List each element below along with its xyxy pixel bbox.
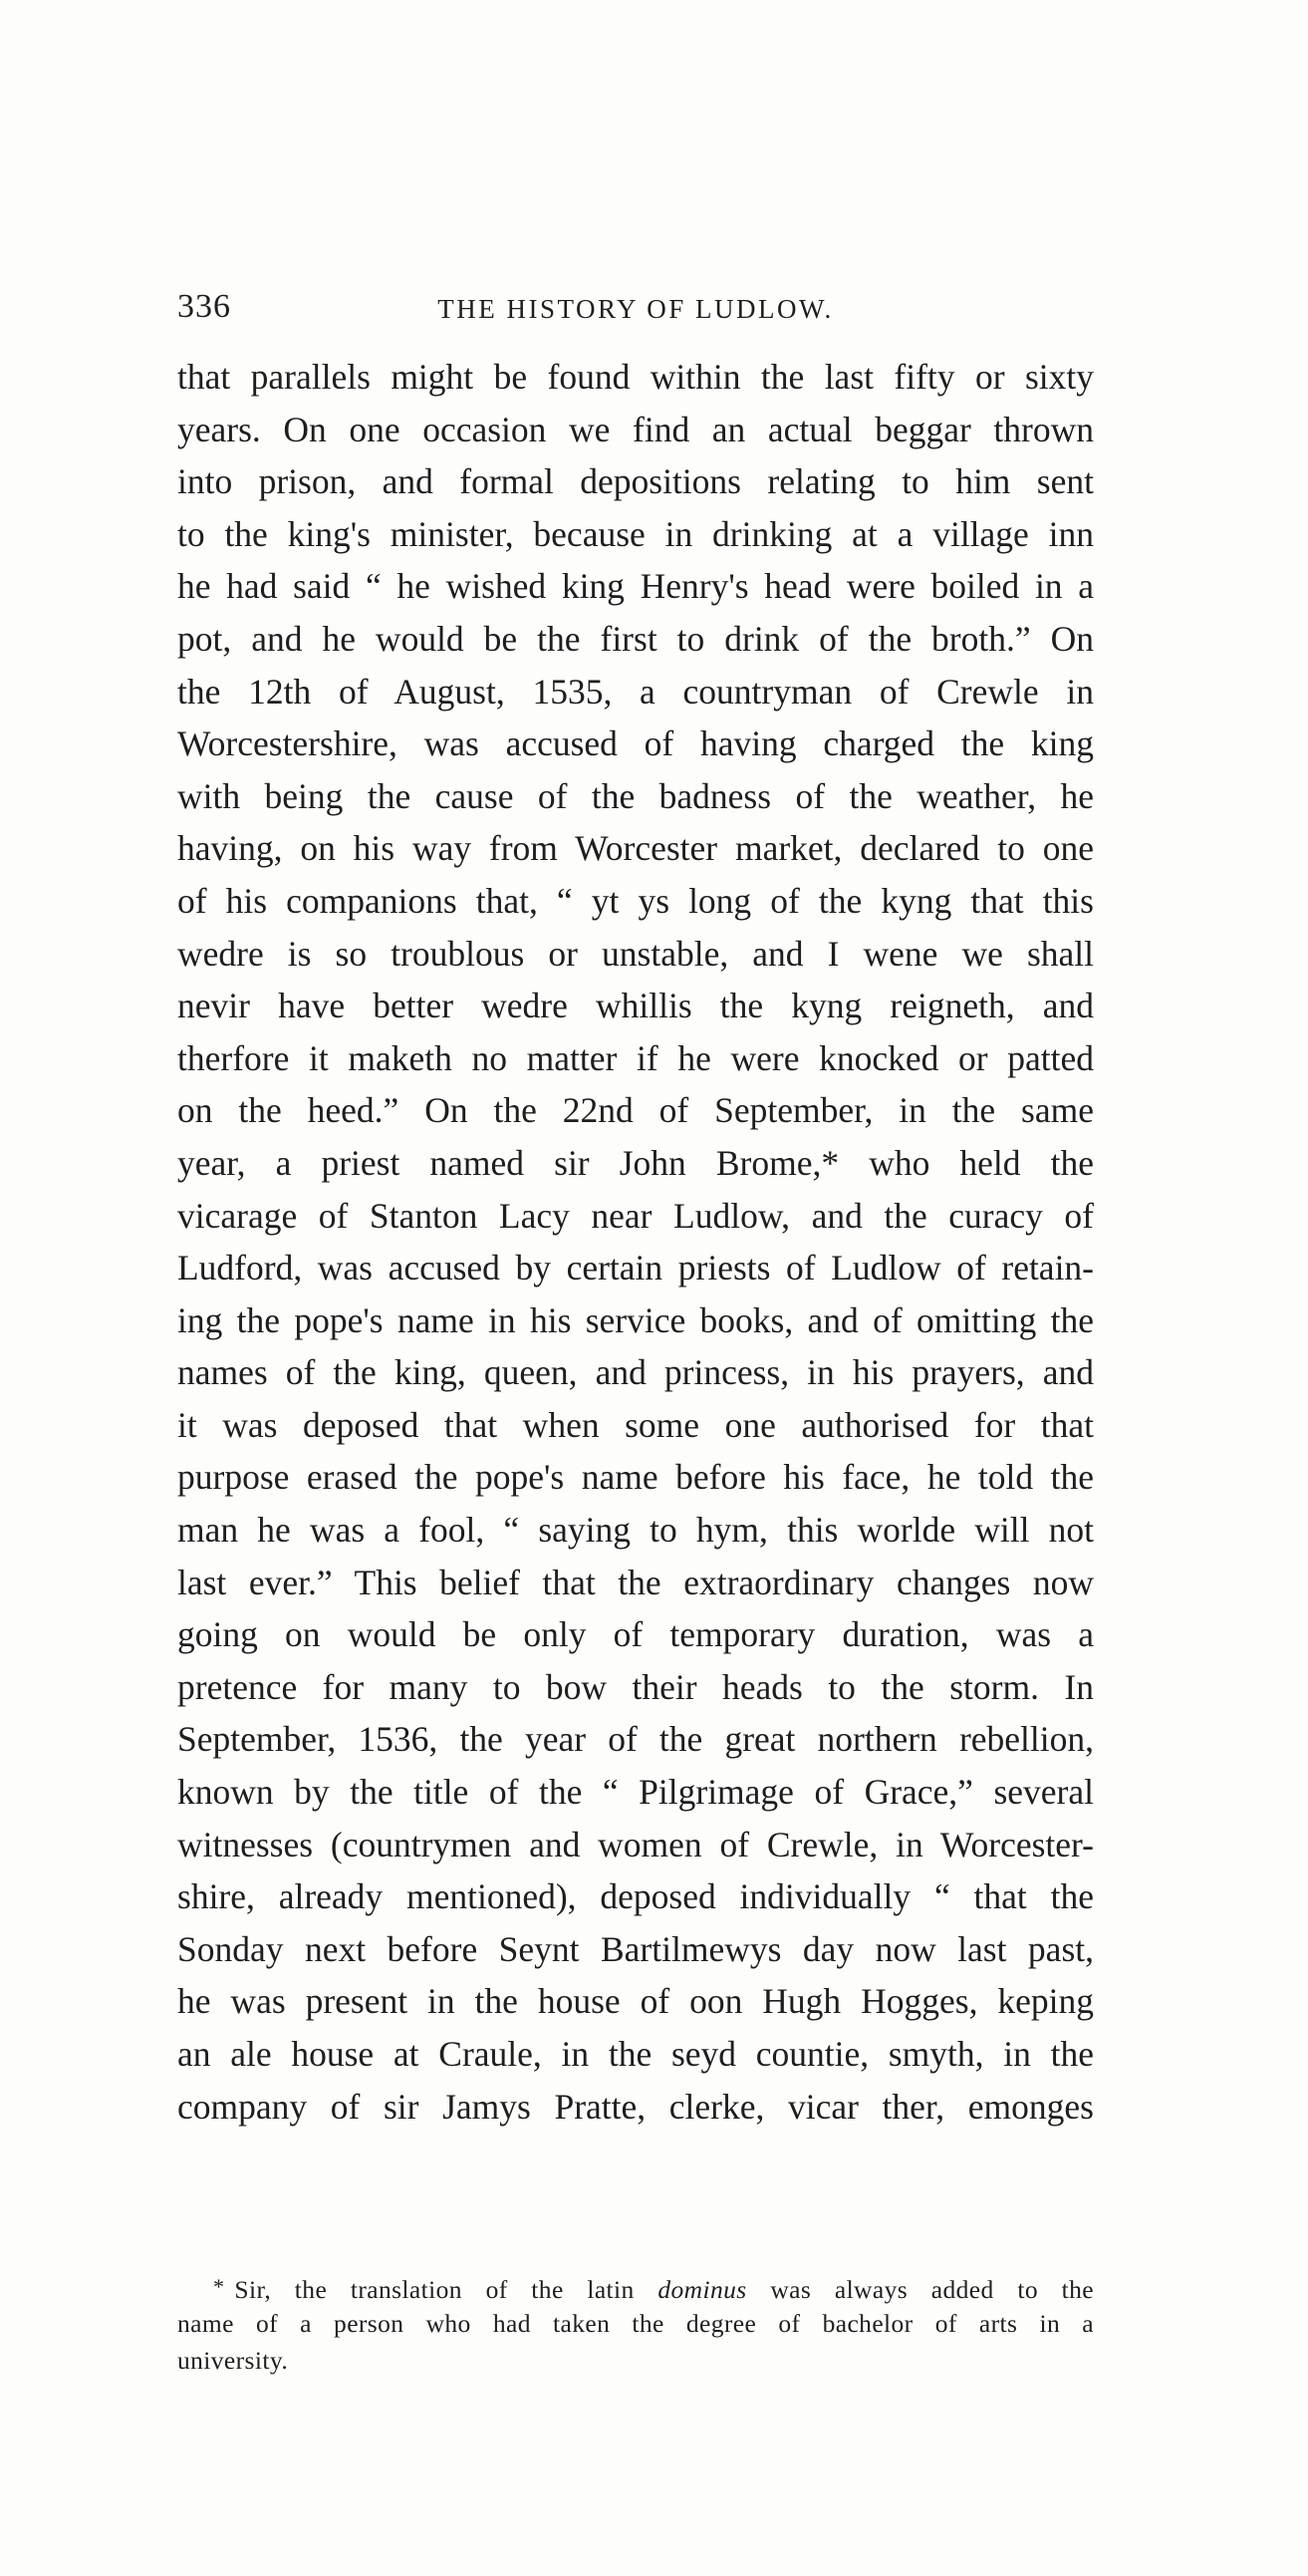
text-line: the 12th of August, 1535, a countryman of Crewle in <box>177 671 1094 712</box>
running-title: THE HISTORY OF LUDLOW. <box>437 294 834 324</box>
text-line: of his companions that, “ yt ys long of the kyng that this <box>177 880 1094 921</box>
text-line: Worcestershire, was accused of having charged the king <box>177 723 1094 764</box>
text-line: year, a priest named sir John Brome,* who held the <box>177 1142 1094 1183</box>
text-line: ing the pope's name in his service books, and of omitting the <box>177 1299 1094 1340</box>
text-line: having, on his way from Worcester market, declared to one <box>177 828 1094 869</box>
text-line: therfore it maketh no matter if he were knocked or patted <box>177 1037 1094 1078</box>
footnote-text: was always added to the <box>770 2275 1095 2304</box>
text-line: pretence for many to bow their heads to the storm. In <box>177 1666 1094 1707</box>
text-line: on the heed.” On the 22nd of September, in the same <box>177 1090 1094 1131</box>
text-line: witnesses (countrymen and women of Crewle, in Worcester- <box>177 1824 1094 1864</box>
text-line: pot, and he would be the first to drink of the broth.” On <box>177 618 1094 659</box>
text-line: September, 1536, the year of the great northern rebellion, <box>177 1719 1094 1760</box>
page-number: 336 <box>177 288 231 325</box>
text-line: known by the title of the “ Pilgrimage of Grace,” several <box>177 1772 1094 1813</box>
footnote-marker: * <box>213 2274 225 2299</box>
text-line: years. On one occasion we find an actual beggar thrown <box>177 409 1094 449</box>
page-header <box>177 287 1094 327</box>
text-line: names of the king, queen, and princess, in his prayers, and <box>177 1352 1094 1393</box>
text-line: that parallels might be found within the last fifty or sixty <box>177 357 1094 397</box>
text-line: Ludford, was accused by certain priests of Ludlow of retain- <box>177 1248 1094 1288</box>
text-line: company of sir Jamys Pratte, clerke, vicar ther, emonges <box>177 2086 1094 2127</box>
footnote-line: university. <box>177 2346 289 2375</box>
text-line: man he was a fool, “ saying to hym, this worlde will not <box>177 1510 1094 1551</box>
body-text <box>177 351 1094 2133</box>
footnote-line: name of a person who had taken the degree of bachelor of arts in a <box>177 2309 1094 2338</box>
text-line: last ever.” This belief that the extraordinary changes now <box>177 1562 1094 1602</box>
text-line: an ale house at Craule, in the seyd countie, smyth, in the <box>177 2034 1094 2074</box>
text-line: vicarage of Stanton Lacy near Ludlow, and the curacy of <box>177 1195 1094 1236</box>
text-line: it was deposed that when some one authorised for that <box>177 1404 1094 1445</box>
footnote-italic-term: dominus <box>657 2275 747 2304</box>
text-line: shire, already mentioned), deposed individually “ that the <box>177 1876 1094 1917</box>
text-line: Sonday next before Seynt Bartilmewys day now last past, <box>177 1928 1094 1969</box>
text-line: he had said “ he wished king Henry's head were boiled in a <box>177 566 1094 607</box>
text-line: with being the cause of the badness of the weather, he <box>177 775 1094 816</box>
footnote <box>177 2268 1094 2379</box>
text-line: wedre is so troublous or unstable, and I wene we shall <box>177 933 1094 974</box>
text-line: into prison, and formal depositions relating to him sent <box>177 461 1094 502</box>
text-line: to the king's minister, because in drinking at a village inn <box>177 513 1094 554</box>
text-line: purpose erased the pope's name before his face, he told the <box>177 1457 1094 1498</box>
text-line: he was present in the house of oon Hugh Hogges, keping <box>177 1981 1094 2022</box>
footnote-text: Sir, the translation of the latin <box>234 2275 635 2304</box>
footnote-line <box>177 2268 1094 2305</box>
text-line: going on would be only of temporary duration, was a <box>177 1614 1094 1655</box>
text-line: nevir have better wedre whillis the kyng reigneth, and <box>177 986 1094 1026</box>
